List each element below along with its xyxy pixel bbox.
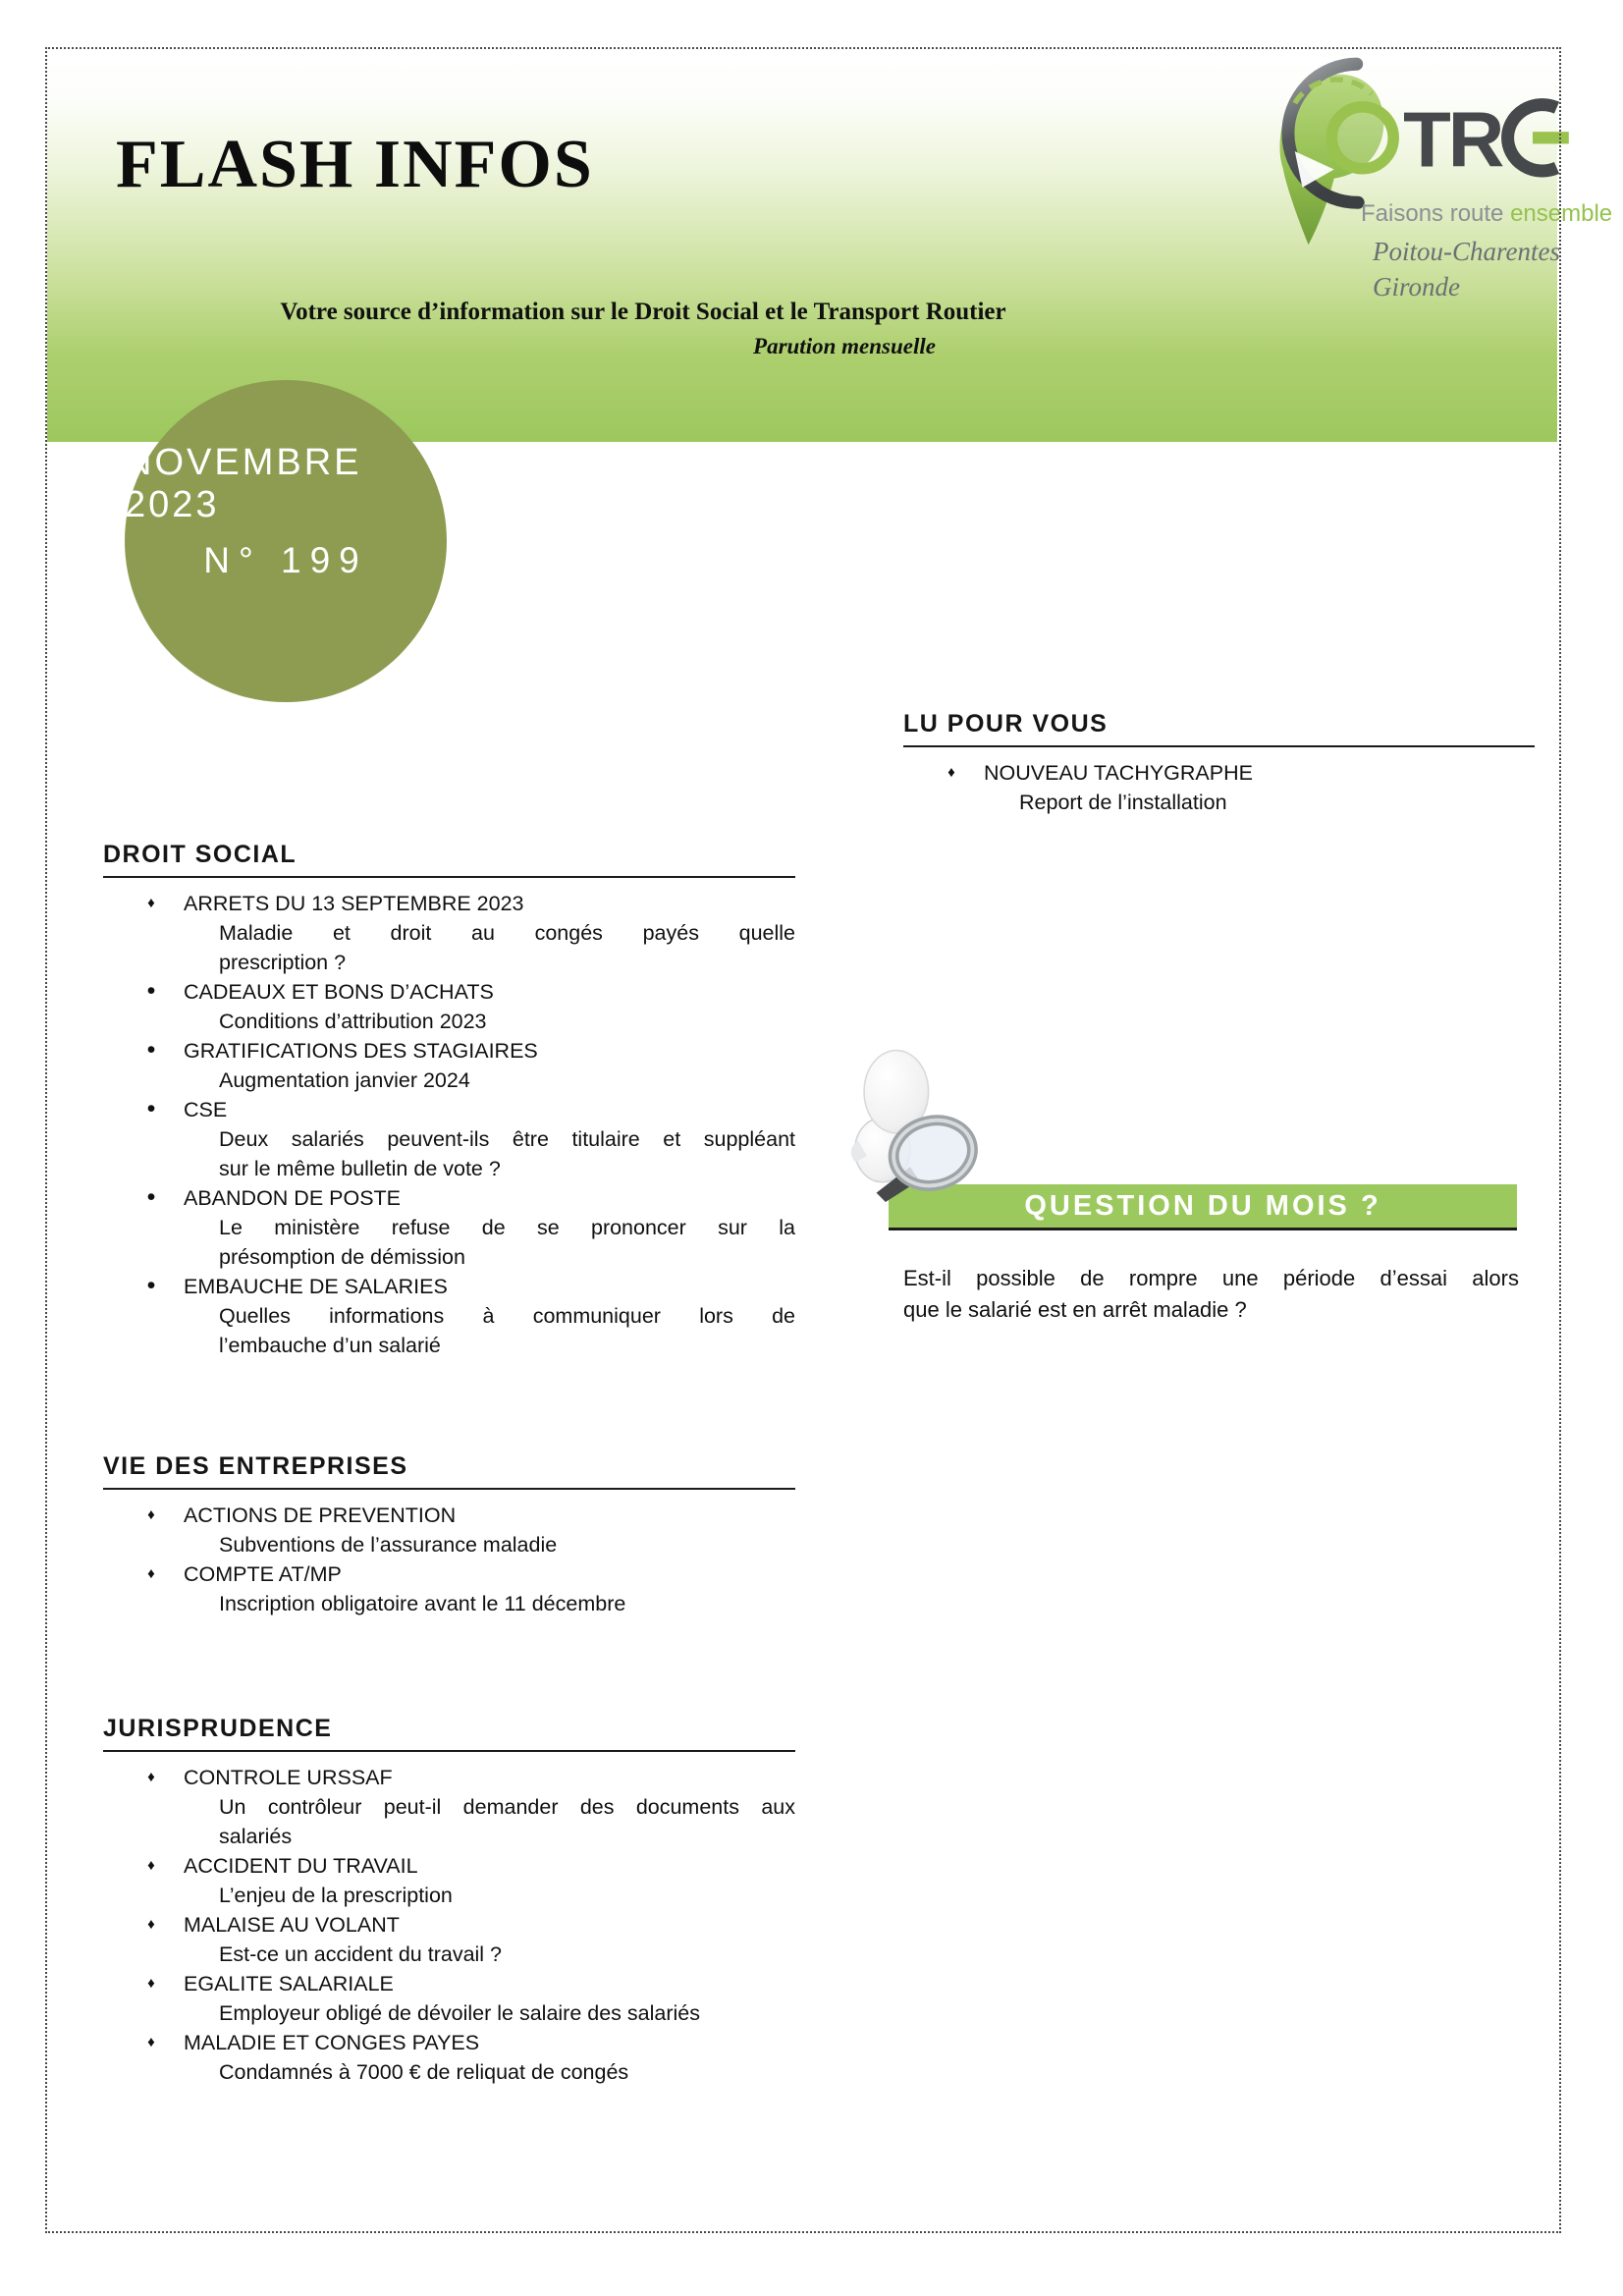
diamond-bullet-icon: ♦ (147, 1506, 155, 1523)
issue-month: NOVEMBRE 2023 (125, 442, 362, 525)
list-item (103, 1036, 795, 1095)
question-banner-label: QUESTION DU MOIS ? (1024, 1190, 1381, 1222)
list-item (103, 977, 795, 1036)
item-line: Est-ce un accident du travail ? (219, 1942, 503, 1966)
item-line: Condamnés à 7000 € de reliquat de congés (219, 2060, 629, 2084)
item-line: Conditions d’attribution 2023 (219, 1010, 487, 1033)
diamond-bullet-icon: ♦ (147, 1769, 155, 1785)
otre-logo (1245, 55, 1613, 301)
logo-region-line2: Gironde (1373, 272, 1460, 301)
dot-bullet-icon: • (146, 1272, 156, 1299)
page-title: FLASH INFOS (116, 127, 594, 202)
logo-tagline-gray: Faisons route (1361, 200, 1511, 227)
logo-region (1373, 234, 1560, 304)
logo-tagline (1361, 200, 1612, 228)
logo-letters-tr: TR (1403, 95, 1502, 184)
item-line: L’enjeu de la prescription (219, 1884, 453, 1907)
diamond-bullet-icon: ♦ (147, 1565, 155, 1582)
item-line: Subventions de l’assurance maladie (219, 1533, 558, 1557)
question-line: que le salarié est en arrêt maladie ? (903, 1297, 1247, 1322)
newsletter-tagline: Votre source d’information sur le Droit Social et le Transport Routier (280, 299, 1006, 325)
item-title: ABANDON DE POSTE (184, 1186, 402, 1210)
diamond-bullet-icon: ♦ (947, 764, 955, 781)
diamond-bullet-icon: ♦ (147, 895, 155, 911)
logo-letter-o (1331, 107, 1393, 169)
item-line: Quelles informations à communiquer lors de (219, 1304, 795, 1328)
item-line: Le ministère refuse de se prononcer sur la (219, 1216, 795, 1239)
section-title: JURISPRUDENCE (103, 1714, 795, 1752)
diamond-bullet-icon: ♦ (147, 2034, 155, 2050)
dot-bullet-icon: • (146, 977, 156, 1005)
section-droit-social (103, 840, 795, 1360)
item-title: COMPTE AT/MP (184, 1562, 342, 1586)
diamond-bullet-icon: ♦ (147, 1916, 155, 1933)
list-item (103, 1095, 795, 1183)
issue-number: N° 199 (203, 540, 368, 580)
item-line: prescription ? (219, 951, 347, 974)
issue-badge (125, 380, 447, 702)
dot-bullet-icon: • (146, 1036, 156, 1064)
list-item (103, 2028, 795, 2087)
item-title: CSE (184, 1098, 228, 1121)
list-item (103, 889, 795, 977)
question-line: Est-il possible de rompre une période d’essai alors (903, 1266, 1519, 1290)
item-title: CADEAUX ET BONS D’ACHATS (184, 980, 494, 1004)
section-list (103, 889, 795, 1360)
list-item (103, 1763, 795, 1851)
list-item (103, 1501, 795, 1559)
diamond-bullet-icon: ♦ (147, 1857, 155, 1874)
item-line: Un contrôleur peut-il demander des documents aux (219, 1795, 795, 1819)
section-title: VIE DES ENTREPRISES (103, 1451, 795, 1490)
item-line: Inscription obligatoire avant le 11 décembre (219, 1592, 626, 1615)
item-title: EMBAUCHE DE SALARIES (184, 1275, 448, 1298)
list-item (103, 1183, 795, 1272)
logo-region-line1: Poitou-Charentes (1373, 237, 1560, 266)
section-title: DROIT SOCIAL (103, 840, 795, 878)
section-vie-des-entreprises (103, 1451, 795, 1618)
list-item (103, 1910, 795, 1969)
frequency-label: Parution mensuelle (753, 334, 936, 358)
logo-tagline-green: ensemble (1510, 200, 1613, 227)
item-title: GRATIFICATIONS DES STAGIAIRES (184, 1039, 538, 1063)
item-title: EGALITE SALARIALE (184, 1972, 394, 1995)
section-lu-pour-vous (903, 709, 1535, 817)
item-line: Deux salariés peuvent-ils être titulaire et suppléant (219, 1127, 795, 1151)
question-text (903, 1263, 1519, 1326)
list-item (103, 1559, 795, 1618)
item-line: Augmentation janvier 2024 (219, 1068, 470, 1092)
magnifier-person-illustration (836, 1049, 991, 1202)
section-list (103, 1501, 795, 1618)
item-line: Employeur obligé de dévoiler le salaire des salariés (219, 2001, 700, 2025)
item-title: ACTIONS DE PREVENTION (184, 1503, 457, 1527)
otre-logo-icon (1245, 55, 1569, 261)
item-title: ACCIDENT DU TRAVAIL (184, 1854, 418, 1878)
list-item (103, 1851, 795, 1910)
list-item (903, 758, 1535, 817)
dot-bullet-icon: • (146, 1095, 156, 1122)
item-title: CONTROLE URSSAF (184, 1766, 393, 1789)
item-line: salariés (219, 1825, 293, 1848)
item-line: l’embauche d’un salarié (219, 1334, 441, 1357)
item-title: NOUVEAU TACHYGRAPHE (984, 761, 1253, 785)
item-line: Maladie et droit au congés payés quelle (219, 921, 795, 945)
logo-letter-e-bar (1533, 132, 1569, 143)
item-line: Report de l’installation (1019, 791, 1227, 814)
dot-bullet-icon: • (146, 1183, 156, 1211)
diamond-bullet-icon: ♦ (147, 1975, 155, 1992)
list-item (103, 1272, 795, 1360)
section-list (103, 1763, 795, 2087)
section-list (903, 758, 1535, 817)
item-line: sur le même bulletin de vote ? (219, 1157, 501, 1180)
item-title: MALADIE ET CONGES PAYES (184, 2031, 480, 2054)
item-title: MALAISE AU VOLANT (184, 1913, 400, 1937)
item-title: ARRETS DU 13 SEPTEMBRE 2023 (184, 892, 524, 915)
item-line: présomption de démission (219, 1245, 465, 1269)
section-title: LU POUR VOUS (903, 709, 1535, 747)
section-jurisprudence (103, 1714, 795, 2087)
list-item (103, 1969, 795, 2028)
